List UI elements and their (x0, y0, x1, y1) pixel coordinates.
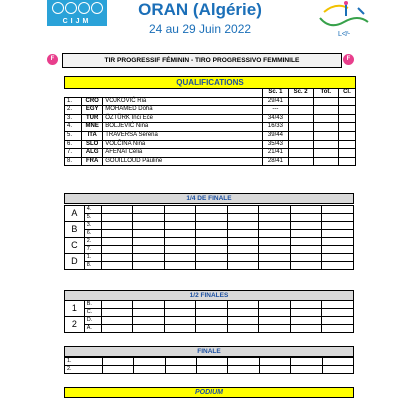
score-cell (165, 366, 196, 374)
score-cell (227, 222, 259, 230)
score-2 (288, 97, 313, 106)
score-cell (164, 254, 196, 262)
score-cell (322, 262, 354, 270)
score-cell (322, 214, 354, 222)
country-code: FRA (82, 157, 103, 166)
slot-seed: 8. (84, 262, 101, 270)
score-cell (227, 230, 259, 238)
semi-final-title: 1/2 FINALES (64, 290, 354, 301)
score-cell (259, 222, 291, 230)
score-2 (288, 131, 313, 140)
final-title: FINALE (64, 346, 354, 357)
score-cell (101, 214, 133, 222)
slot-seed: 6. (84, 230, 101, 238)
score-cell (196, 230, 228, 238)
score-cell (133, 301, 165, 309)
slot-seed: 3. (84, 222, 101, 230)
score-cell (133, 309, 165, 317)
group-label: D (65, 254, 85, 270)
row-number: 4. (65, 123, 82, 132)
score-cell (164, 301, 196, 309)
rank (338, 131, 355, 140)
bracket-row (65, 246, 354, 254)
score-cell (102, 358, 133, 366)
score-cell (102, 366, 133, 374)
female-badge-icon: F (343, 54, 354, 65)
rank (338, 106, 355, 115)
row-number: 3. (65, 114, 82, 123)
bracket-row (65, 309, 354, 317)
score-cell (322, 358, 353, 366)
score-1: 35/43 (263, 140, 288, 149)
total (313, 140, 338, 149)
score-cell (259, 230, 291, 238)
score-cell (259, 301, 291, 309)
cijm-logo-text: CIJM (47, 17, 107, 26)
slot-seed: A. (84, 325, 101, 333)
athlete-name: VOJKOVIĆ Ria (103, 97, 263, 106)
score-cell (101, 301, 133, 309)
slot-seed: 4. (84, 206, 101, 214)
slot-seed: D. (84, 317, 101, 325)
score-2 (288, 114, 313, 123)
score-cell (133, 262, 165, 270)
table-row (65, 106, 356, 115)
table-row (65, 149, 356, 158)
score-cell (290, 222, 322, 230)
score-cell (290, 230, 322, 238)
score-cell (196, 222, 228, 230)
group-label: 2 (65, 317, 85, 333)
score-cell (228, 358, 259, 366)
score-cell (290, 206, 322, 214)
score-cell (290, 301, 322, 309)
score-cell (164, 206, 196, 214)
score-cell (196, 246, 228, 254)
athlete-name: MOHAMED Doha (103, 106, 263, 115)
female-badge-icon: F (47, 54, 58, 65)
score-cell (322, 301, 354, 309)
event-banner: TIR PROGRESSIF FÉMININ - TIRO PROGRESSIVO FEMMINILE (62, 53, 342, 68)
score-cell (227, 246, 259, 254)
score-cell (197, 358, 228, 366)
score-cell (101, 222, 133, 230)
score-cell (196, 254, 228, 262)
score-cell (259, 238, 291, 246)
score-cell (227, 309, 259, 317)
score-cell (133, 254, 165, 262)
table-row (65, 131, 356, 140)
slot-seed: 1. (65, 358, 103, 366)
bracket-row (65, 214, 354, 222)
bracket-row (65, 358, 354, 366)
score-cell (227, 254, 259, 262)
column-header: Sc. 2 (288, 89, 313, 98)
score-cell (101, 246, 133, 254)
group-label: 1 (65, 301, 85, 317)
score-cell (196, 238, 228, 246)
country-code: CRO (82, 97, 103, 106)
score-cell (101, 317, 133, 325)
score-cell (227, 262, 259, 270)
score-cell (227, 317, 259, 325)
bracket-row (65, 230, 354, 238)
score-cell (290, 214, 322, 222)
total (313, 149, 338, 158)
athlete-name: ÖZTÜRK Inci Ece (103, 114, 263, 123)
table-row (65, 97, 356, 106)
score-cell (290, 246, 322, 254)
rank (338, 97, 355, 106)
slot-seed: 5. (84, 214, 101, 222)
athlete-name: AFENAI Celia (103, 149, 263, 158)
country-code: SLO (82, 140, 103, 149)
bracket-row (65, 254, 354, 262)
bracket-row (65, 366, 354, 374)
score-cell (196, 214, 228, 222)
rank (338, 114, 355, 123)
quarter-final-title: 1/4 DE FINALE (64, 193, 354, 204)
bracket-row (65, 301, 354, 309)
score-cell (134, 358, 165, 366)
podium-title: PODIUM (64, 387, 354, 398)
semi-final-table (64, 300, 354, 333)
score-cell (322, 317, 354, 325)
slot-seed: 2. (65, 366, 103, 374)
event-city: ORAN (Algérie) (138, 0, 262, 19)
score-cell (227, 301, 259, 309)
score-cell (164, 317, 196, 325)
event-dates: 24 au 29 Juin 2022 (148, 22, 252, 36)
score-cell (259, 246, 291, 254)
row-number: 7. (65, 149, 82, 158)
column-header: Sc. 1 (263, 89, 288, 98)
slot-seed: 1. (84, 254, 101, 262)
score-cell (133, 325, 165, 333)
total (313, 97, 338, 106)
rank (338, 157, 355, 166)
country-code: MNE (82, 123, 103, 132)
score-cell (322, 230, 354, 238)
score-cell (290, 238, 322, 246)
score-cell (133, 222, 165, 230)
row-number: 2. (65, 106, 82, 115)
score-cell (322, 222, 354, 230)
country-code: EGY (82, 106, 103, 115)
score-cell (164, 325, 196, 333)
column-header: Cl. (338, 89, 355, 98)
score-cell (290, 309, 322, 317)
score-cell (322, 206, 354, 214)
slot-seed: 2. (84, 238, 101, 246)
score-cell (322, 238, 354, 246)
country-code: TUR (82, 114, 103, 123)
score-cell (259, 366, 290, 374)
score-cell (227, 214, 259, 222)
score-cell (101, 238, 133, 246)
score-cell (196, 206, 228, 214)
slot-seed: 7. (84, 246, 101, 254)
score-cell (227, 206, 259, 214)
total (313, 131, 338, 140)
score-cell (290, 262, 322, 270)
score-cell (259, 358, 290, 366)
score-cell (259, 214, 291, 222)
score-cell (134, 366, 165, 374)
total (313, 123, 338, 132)
score-cell (164, 262, 196, 270)
country-code: ALG (82, 149, 103, 158)
score-cell (290, 325, 322, 333)
qualifications-table (64, 88, 356, 166)
qualifications-title: QUALIFICATIONS (64, 76, 356, 89)
score-cell (101, 254, 133, 262)
score-cell (259, 309, 291, 317)
total (313, 106, 338, 115)
score-cell (196, 309, 228, 317)
score-cell (227, 238, 259, 246)
country-code: ITA (82, 131, 103, 140)
score-cell (322, 254, 354, 262)
bracket-row (65, 206, 354, 214)
score-cell (133, 206, 165, 214)
score-cell (259, 317, 291, 325)
score-2 (288, 157, 313, 166)
score-cell (133, 230, 165, 238)
score-1: 39/44 (263, 131, 288, 140)
slot-seed: B. (84, 301, 101, 309)
svg-text:ᒪᐊᒡ: ᒪᐊᒡ (337, 31, 351, 38)
score-1: 34/43 (263, 114, 288, 123)
score-cell (259, 325, 291, 333)
score-1: --- (263, 106, 288, 115)
table-row (65, 140, 356, 149)
score-cell (133, 246, 165, 254)
row-number: 8. (65, 157, 82, 166)
athlete-name: GOUILLOUD Pauline (103, 157, 263, 166)
group-label: A (65, 206, 85, 222)
event-logo-icon (318, 0, 370, 38)
athlete-name: BOLJEVIĆ Nina (103, 123, 263, 132)
score-cell (259, 262, 291, 270)
score-cell (290, 317, 322, 325)
group-label: B (65, 222, 85, 238)
score-cell (101, 262, 133, 270)
score-cell (196, 301, 228, 309)
score-cell (164, 222, 196, 230)
score-cell (101, 230, 133, 238)
bracket-row (65, 325, 354, 333)
score-cell (133, 238, 165, 246)
score-cell (101, 309, 133, 317)
score-cell (101, 325, 133, 333)
score-cell (197, 366, 228, 374)
group-label: C (65, 238, 85, 254)
score-cell (228, 366, 259, 374)
score-1: 28/41 (263, 157, 288, 166)
score-cell (259, 206, 291, 214)
score-2 (288, 106, 313, 115)
score-cell (196, 317, 228, 325)
score-1: 21/41 (263, 149, 288, 158)
score-cell (165, 358, 196, 366)
score-cell (259, 254, 291, 262)
score-cell (133, 317, 165, 325)
score-2 (288, 149, 313, 158)
total (313, 157, 338, 166)
score-cell (133, 214, 165, 222)
athlete-name: TRAVERSA Serena (103, 131, 263, 140)
score-cell (164, 230, 196, 238)
score-cell (164, 309, 196, 317)
score-cell (164, 246, 196, 254)
score-cell (322, 366, 353, 374)
score-2 (288, 123, 313, 132)
score-cell (322, 246, 354, 254)
row-number: 1. (65, 97, 82, 106)
athlete-name: VOLČINA Nina (103, 140, 263, 149)
bracket-row (65, 222, 354, 230)
rank (338, 140, 355, 149)
bracket-row (65, 238, 354, 246)
score-cell (322, 309, 354, 317)
score-cell (164, 214, 196, 222)
score-1: 29/41 (263, 97, 288, 106)
score-cell (101, 206, 133, 214)
score-cell (164, 238, 196, 246)
quarter-final-table (64, 205, 354, 270)
total (313, 114, 338, 123)
score-cell (291, 358, 322, 366)
rank (338, 149, 355, 158)
row-number: 5. (65, 131, 82, 140)
score-2 (288, 140, 313, 149)
table-row (65, 123, 356, 132)
score-cell (196, 325, 228, 333)
table-header-row (65, 89, 356, 98)
bracket-row (65, 317, 354, 325)
table-row (65, 157, 356, 166)
score-cell (196, 262, 228, 270)
row-number: 6. (65, 140, 82, 149)
score-cell (227, 325, 259, 333)
rank (338, 123, 355, 132)
final-table (64, 357, 354, 374)
column-header: Tot. (313, 89, 338, 98)
bracket-row (65, 262, 354, 270)
score-cell (291, 366, 322, 374)
score-cell (290, 254, 322, 262)
score-cell (322, 325, 354, 333)
slot-seed: C. (84, 309, 101, 317)
score-1: 16/33 (263, 123, 288, 132)
table-row (65, 114, 356, 123)
